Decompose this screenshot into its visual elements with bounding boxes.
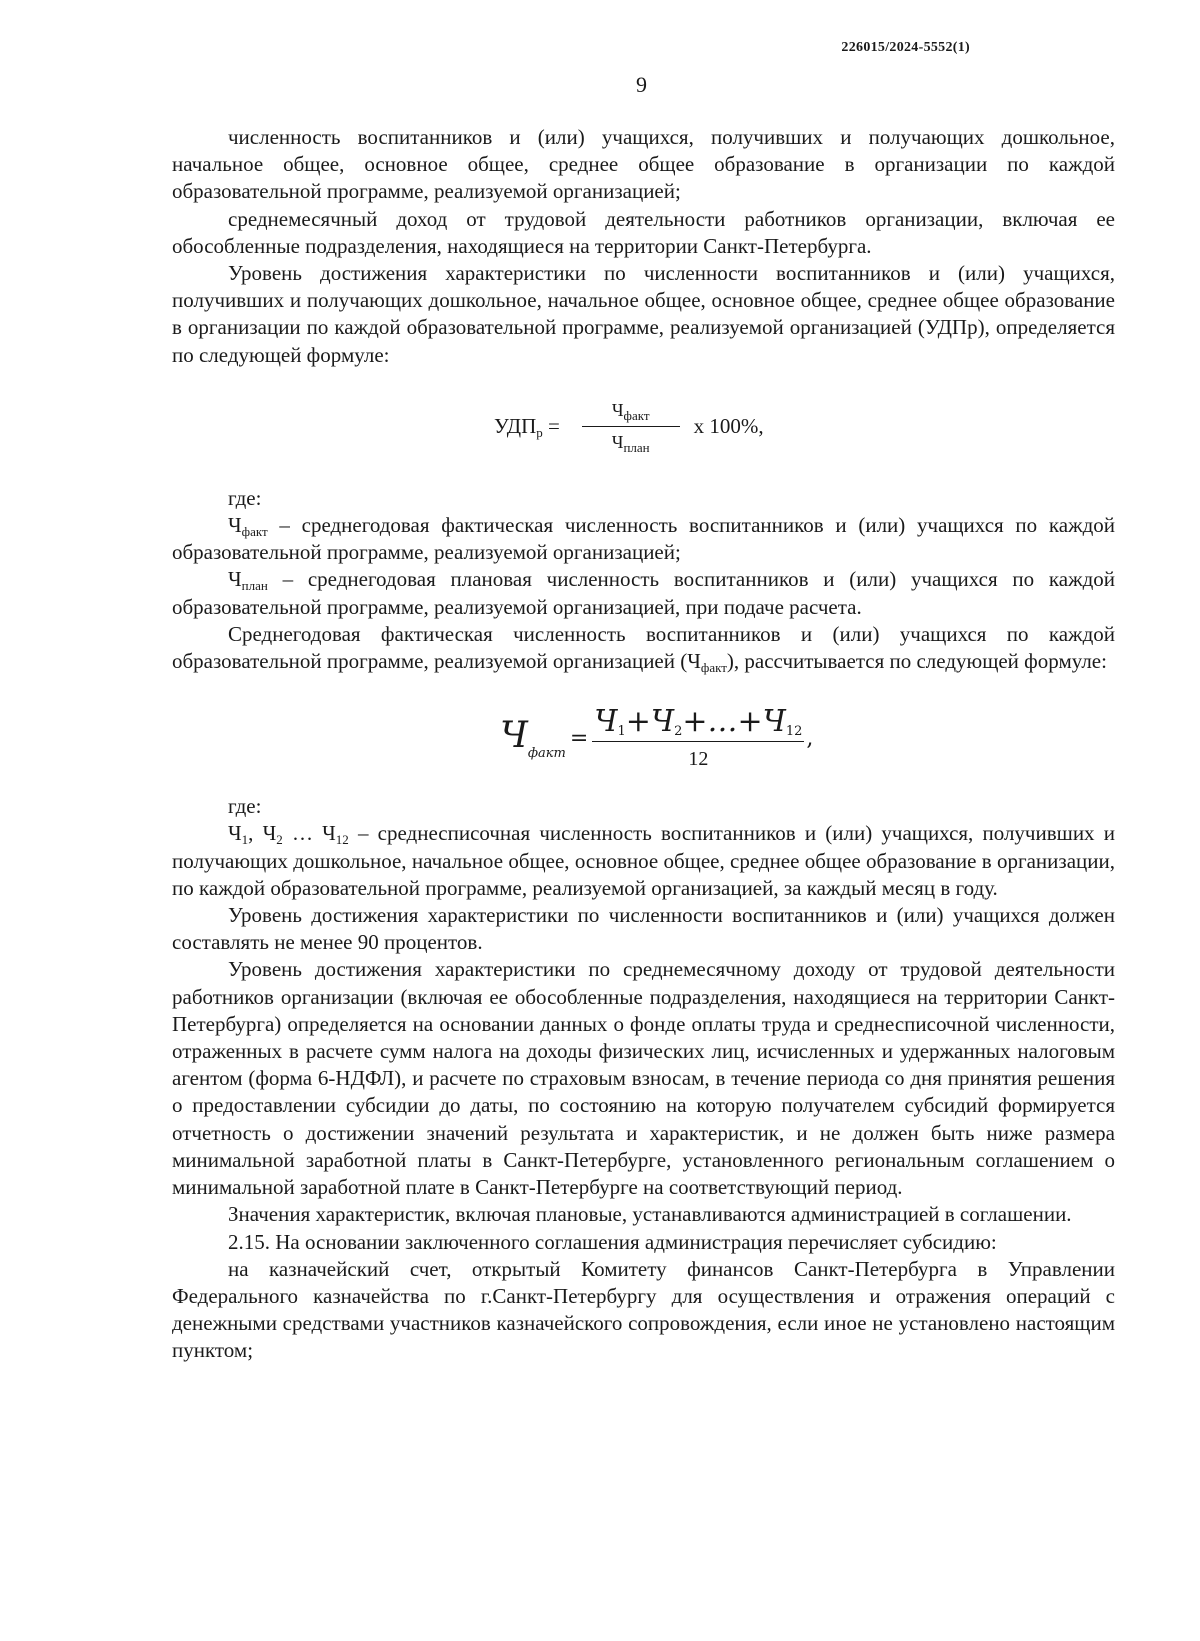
where-label-1: где:	[228, 485, 262, 510]
formula-udpr-lhs: $УДП_р$ =	[494, 413, 560, 440]
paragraph-income: среднемесячный доход от трудовой деятельности работников организации, включая ее обособленные подразделения, находящиеся на территории Санкт-Петербурга.	[172, 206, 1115, 258]
paragraph-headcount: численность воспитанников и (или) учащихся, получивших и получающих дошкольное, начальное общее, основное общее, среднее общее образование в организации по каждой образовательной программе, реализуемой организацией;	[172, 125, 1115, 204]
paragraph-min-level: Уровень достижения характеристики по численности воспитанников и (или) учащихся должен составлять не менее 90 процентов.	[172, 903, 1115, 955]
definition-monthly-headcount: $Ч_1$, $Ч_2$ … $Ч_{12}$ – среднесписочная численность воспитанников и (или) учащихся, получивших и получающих дошкольное, начальное общее, основное общее, среднее общее образование в организации, по каждой образовательной программе, реализуемой организацией, за каждый месяц в году.	[172, 821, 1115, 900]
definition-chplan: $Ч_{план}$ – среднегодовая плановая численность воспитанников и (или) учащихся по каждой образовательной программе, реализуемой организацией, при подаче расчета.	[172, 567, 1115, 619]
where-label-2: где:	[228, 794, 262, 819]
paragraph-average-headcount: Среднегодовая фактическая численность воспитанников и (или) учащихся по каждой образовательной программе, реализуемой организацией $(Ч_{факт})$, рассчитывается по следующей формуле:	[172, 621, 1115, 676]
formula-chfakt-fraction	[592, 703, 804, 773]
formula-chfakt	[172, 675, 1115, 787]
paragraph-level-definition: Уровень достижения характеристики по численности воспитанников и (или) учащихся, получивших и получающих дошкольное, начальное общее, основное общее, среднее общее образование в организации по каждой образовательной программе, реализуемой организацией (УДПр), определяется по следующей формуле:	[172, 261, 1115, 367]
document-body	[172, 124, 1115, 1365]
page-number: 9	[636, 72, 647, 97]
formula-udpr-fraction	[582, 397, 680, 456]
formula-udpr-multiplier: х 100%,	[693, 413, 764, 438]
formula-udpr	[172, 369, 1115, 479]
formula-udpr-denominator: $Ч_{план}$	[611, 432, 650, 456]
paragraph-values: Значения характеристик, включая плановые, устанавливаются администрацией в соглашении.	[228, 1202, 1072, 1227]
definition-chfakt: $Ч_{факт}$ – среднегодовая фактическая численность воспитанников и (или) учащихся по каждой образовательной программе, реализуемой организацией;	[172, 513, 1115, 565]
formula-udpr-numerator: $Ч_{факт}$	[582, 397, 680, 427]
formula-chfakt-equals: =	[569, 725, 589, 751]
paragraph-income-level: Уровень достижения характеристики по среднемесячному доходу от трудовой деятельности работников организации (включая ее обособленные подразделения, находящиеся на территории Санкт-Петербурга) определяется на основании данных о фонде оплаты труда и среднесписочной численности, отраженных в расчете сумм налога на доходы физических лиц, исчисленных и удержанных налоговым агентом (форма 6-НДФЛ), и расчете по страховым взносам, в течение периода со дня принятия решения о предоставлении субсидии до даты, по состоянию на которую получателем субсидий формируется отчетность о достижении значений результата и характеристик, и не должен быть ниже размера минимальной заработной платы в Санкт-Петербурге, установленного региональным соглашением о минимальной заработной плате в Санкт-Петербурге на соответствующий период.	[172, 957, 1115, 1200]
formula-chfakt-lhs: $Ч_{факт}$	[500, 715, 566, 762]
document-number: 226015/2024-5552(1)	[841, 40, 970, 55]
formula-chfakt-denominator: 12	[688, 748, 709, 771]
paragraph-2-15: 2.15. На основании заключенного соглашения администрация перечисляет субсидию:	[228, 1229, 997, 1254]
formula-chfakt-numerator: $Ч_1+Ч_2+\dots+Ч_{12}$	[592, 703, 804, 742]
formula-chfakt-comma: ,	[806, 725, 814, 751]
paragraph-treasury-account: на казначейский счет, открытый Комитету финансов Санкт-Петербурга в Управлении Федерального казначейства по г.Санкт-Петербургу для осуществления и отражения операций с денежными средствами участников казначейского сопровождения, если иное не установлено настоящим пунктом;	[172, 1256, 1115, 1363]
